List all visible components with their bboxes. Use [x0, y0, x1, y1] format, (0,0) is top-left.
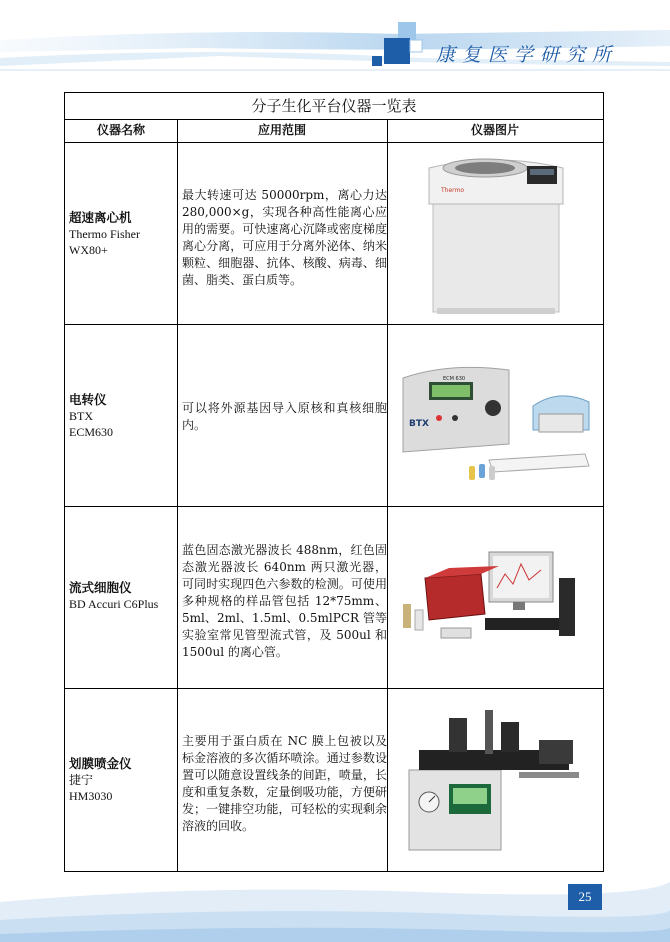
instrument-name-cell: [69, 210, 174, 258]
instrument-name: 划膜喷金仪: [69, 756, 132, 771]
table-header: [65, 119, 603, 143]
flow-cytometer-image: [389, 544, 603, 664]
column-header-image: 仪器图片: [470, 123, 519, 137]
brand-label: BTX: [409, 419, 429, 429]
instrument-name-cell: [69, 580, 174, 612]
institute-title: 康复医学研究所: [436, 44, 619, 66]
instrument-model: ECM630: [69, 425, 114, 439]
ultracentrifuge-image: [389, 148, 603, 318]
instrument-model: BTX: [69, 409, 93, 423]
table-row: [65, 506, 603, 689]
column-header-application: 应用范围: [257, 123, 306, 137]
application-description: 蓝色固态激光器波长 488nm，红色固态激光器波长 640nm 两只激光器，可同时实现四色六参数的检测。可使用多种规格的样品管包括 12*75mm、5ml、2ml、1.5ml、0.5mlPCR 管等实验室常见管型流式管，及 500ul 和 1500ul 的离心管。: [182, 543, 387, 659]
table-row: [65, 142, 603, 325]
instrument-model: BD Accuri C6Plus: [69, 597, 159, 611]
instrument-table: [64, 92, 604, 872]
application-description: 最大转速可达 50000rpm，离心力达 280,000×g，实现各种高性能离心应用的需要。可快速离心沉降或密度梯度离心分离，可应用于分离外泌体、纳米颗粒、细胞器、抗体、核酸、病毒、细菌、脂类、蛋白质等。: [182, 188, 387, 287]
instrument-model: HM3030: [69, 789, 113, 803]
application-description: 主要用于蛋白质在 NC 膜上包被以及标金溶液的多次循环喷涂。通过参数设置可以随意设置线条的间距，喷量，长度和重复条数，定量倒吸功能，方便研发；一键排空功能，可轻松的实现剩余溶液的回收。: [182, 734, 387, 833]
electroporator-image: [389, 348, 603, 488]
column-header-name: 仪器名称: [96, 123, 145, 137]
instrument-model: Thermo Fisher: [69, 227, 140, 241]
page-number: 25: [568, 884, 602, 910]
application-description: 可以将外源基因导入原核和真核细胞内。: [182, 401, 387, 432]
instrument-name: 电转仪: [69, 392, 107, 407]
instrument-model: 捷宁: [69, 773, 94, 787]
table-row: [65, 688, 603, 871]
instrument-model: WX80+: [69, 243, 108, 257]
instrument-name-cell: [69, 756, 174, 804]
model-label: ECM 630: [443, 376, 466, 382]
table-row: [65, 324, 603, 507]
table-title: 分子生化平台仪器一览表: [65, 93, 603, 120]
membrane-dispenser-image: [389, 710, 603, 860]
instrument-name: 超速离心机: [69, 210, 132, 225]
instrument-name: 流式细胞仪: [69, 580, 132, 595]
instrument-name-cell: [69, 392, 174, 440]
brand-label: Thermo: [441, 187, 465, 194]
